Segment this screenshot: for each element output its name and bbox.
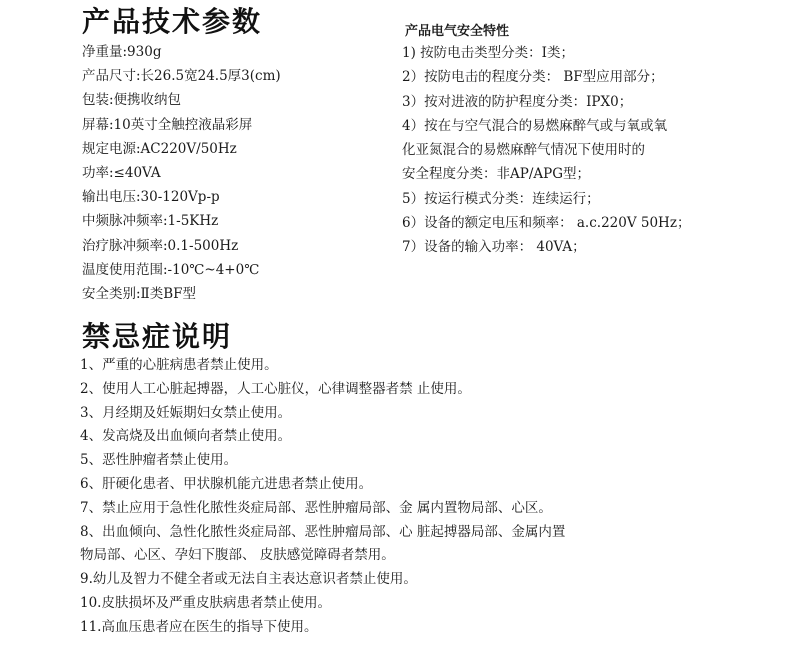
spec-item: 规定电源:AC220V/50Hz <box>82 140 237 157</box>
contraindication-item: 8、出血倾向、急性化脓性炎症局部、恶性肿瘤局部、心 脏起搏器局部、金属内置 <box>80 523 566 540</box>
safety-item: 6）设备的额定电压和频率： a.c.220V 50Hz； <box>402 215 691 232</box>
safety-item: 1) 按防电击类型分类：I类； <box>402 45 574 61</box>
contraindication-item: 物局部、心区、孕妇下腹部、 皮肤感觉障碍者禁用。 <box>80 547 395 564</box>
contraindications-list <box>80 354 565 640</box>
safety-item: 7）设备的输入功率： 40VA； <box>402 239 586 256</box>
specs-title: 产品技术参数 <box>82 5 263 38</box>
contraindications-title: 禁忌症说明 <box>82 320 233 353</box>
contraindication-item: 3、月经期及妊娠期妇女禁止使用。 <box>80 404 292 421</box>
spec-item: 净重量:930g <box>82 44 162 60</box>
spec-item: 治疗脉冲频率:0.1-500Hz <box>82 237 239 254</box>
spec-item: 功率:≤40VA <box>82 164 161 181</box>
safety-list <box>402 41 690 260</box>
safety-item: 化亚氮混合的易燃麻醉气情况下使用时的 <box>402 142 645 159</box>
spec-list <box>82 40 281 306</box>
contraindication-item: 6、肝硬化患者、甲状腺机能亢进患者禁止使用。 <box>80 475 373 492</box>
contraindication-item: 7、禁止应用于急性化脓性炎症局部、恶性肿瘤局部、金 属内置物局部、心区。 <box>80 499 552 516</box>
spec-item: 屏幕:10英寸全触控液晶彩屏 <box>82 116 253 133</box>
safety-title: 产品电气安全特性 <box>405 24 510 39</box>
safety-item: 5）按运行模式分类：连续运行； <box>402 190 600 207</box>
contraindication-item: 9.幼儿及智力不健全者或无法自主表达意识者禁止使用。 <box>80 571 417 588</box>
spec-item: 输出电压:30-120Vp-p <box>82 189 220 206</box>
spec-item: 产品尺寸:长26.5宽24.5厚3(cm) <box>82 68 281 85</box>
spec-item: 温度使用范围:-10℃~4+0℃ <box>82 261 260 278</box>
spec-item: 中频脉冲频率:1-5KHz <box>82 213 219 230</box>
contraindication-item: 10.皮肤损坏及严重皮肤病患者禁止使用。 <box>80 594 331 611</box>
safety-item: 安全程度分类：非AP/APG型； <box>402 166 590 183</box>
contraindication-item: 5、恶性肿瘤者禁止使用。 <box>80 452 238 469</box>
safety-item: 2）按防电击的程度分类： BF型应用部分； <box>402 69 664 86</box>
contraindication-item: 4、发高烧及出血倾向者禁止使用。 <box>80 428 292 445</box>
safety-item: 4）按在与空气混合的易燃麻醉气或与氧或氧 <box>402 117 668 134</box>
contraindication-item: 11.高血压患者应在医生的指导下使用。 <box>80 618 318 635</box>
spec-item: 包装:便携收纳包 <box>82 92 182 109</box>
safety-item: 3）按对进液的防护程度分类：IPX0； <box>402 93 633 110</box>
contraindication-item: 2、使用人工心脏起搏器，人工心脏仪，心律调整器者禁 止使用。 <box>80 380 471 397</box>
spec-item: 安全类别:Ⅱ类BF型 <box>82 285 197 302</box>
contraindication-item: 1、严重的心脏病患者禁止使用。 <box>80 357 278 373</box>
